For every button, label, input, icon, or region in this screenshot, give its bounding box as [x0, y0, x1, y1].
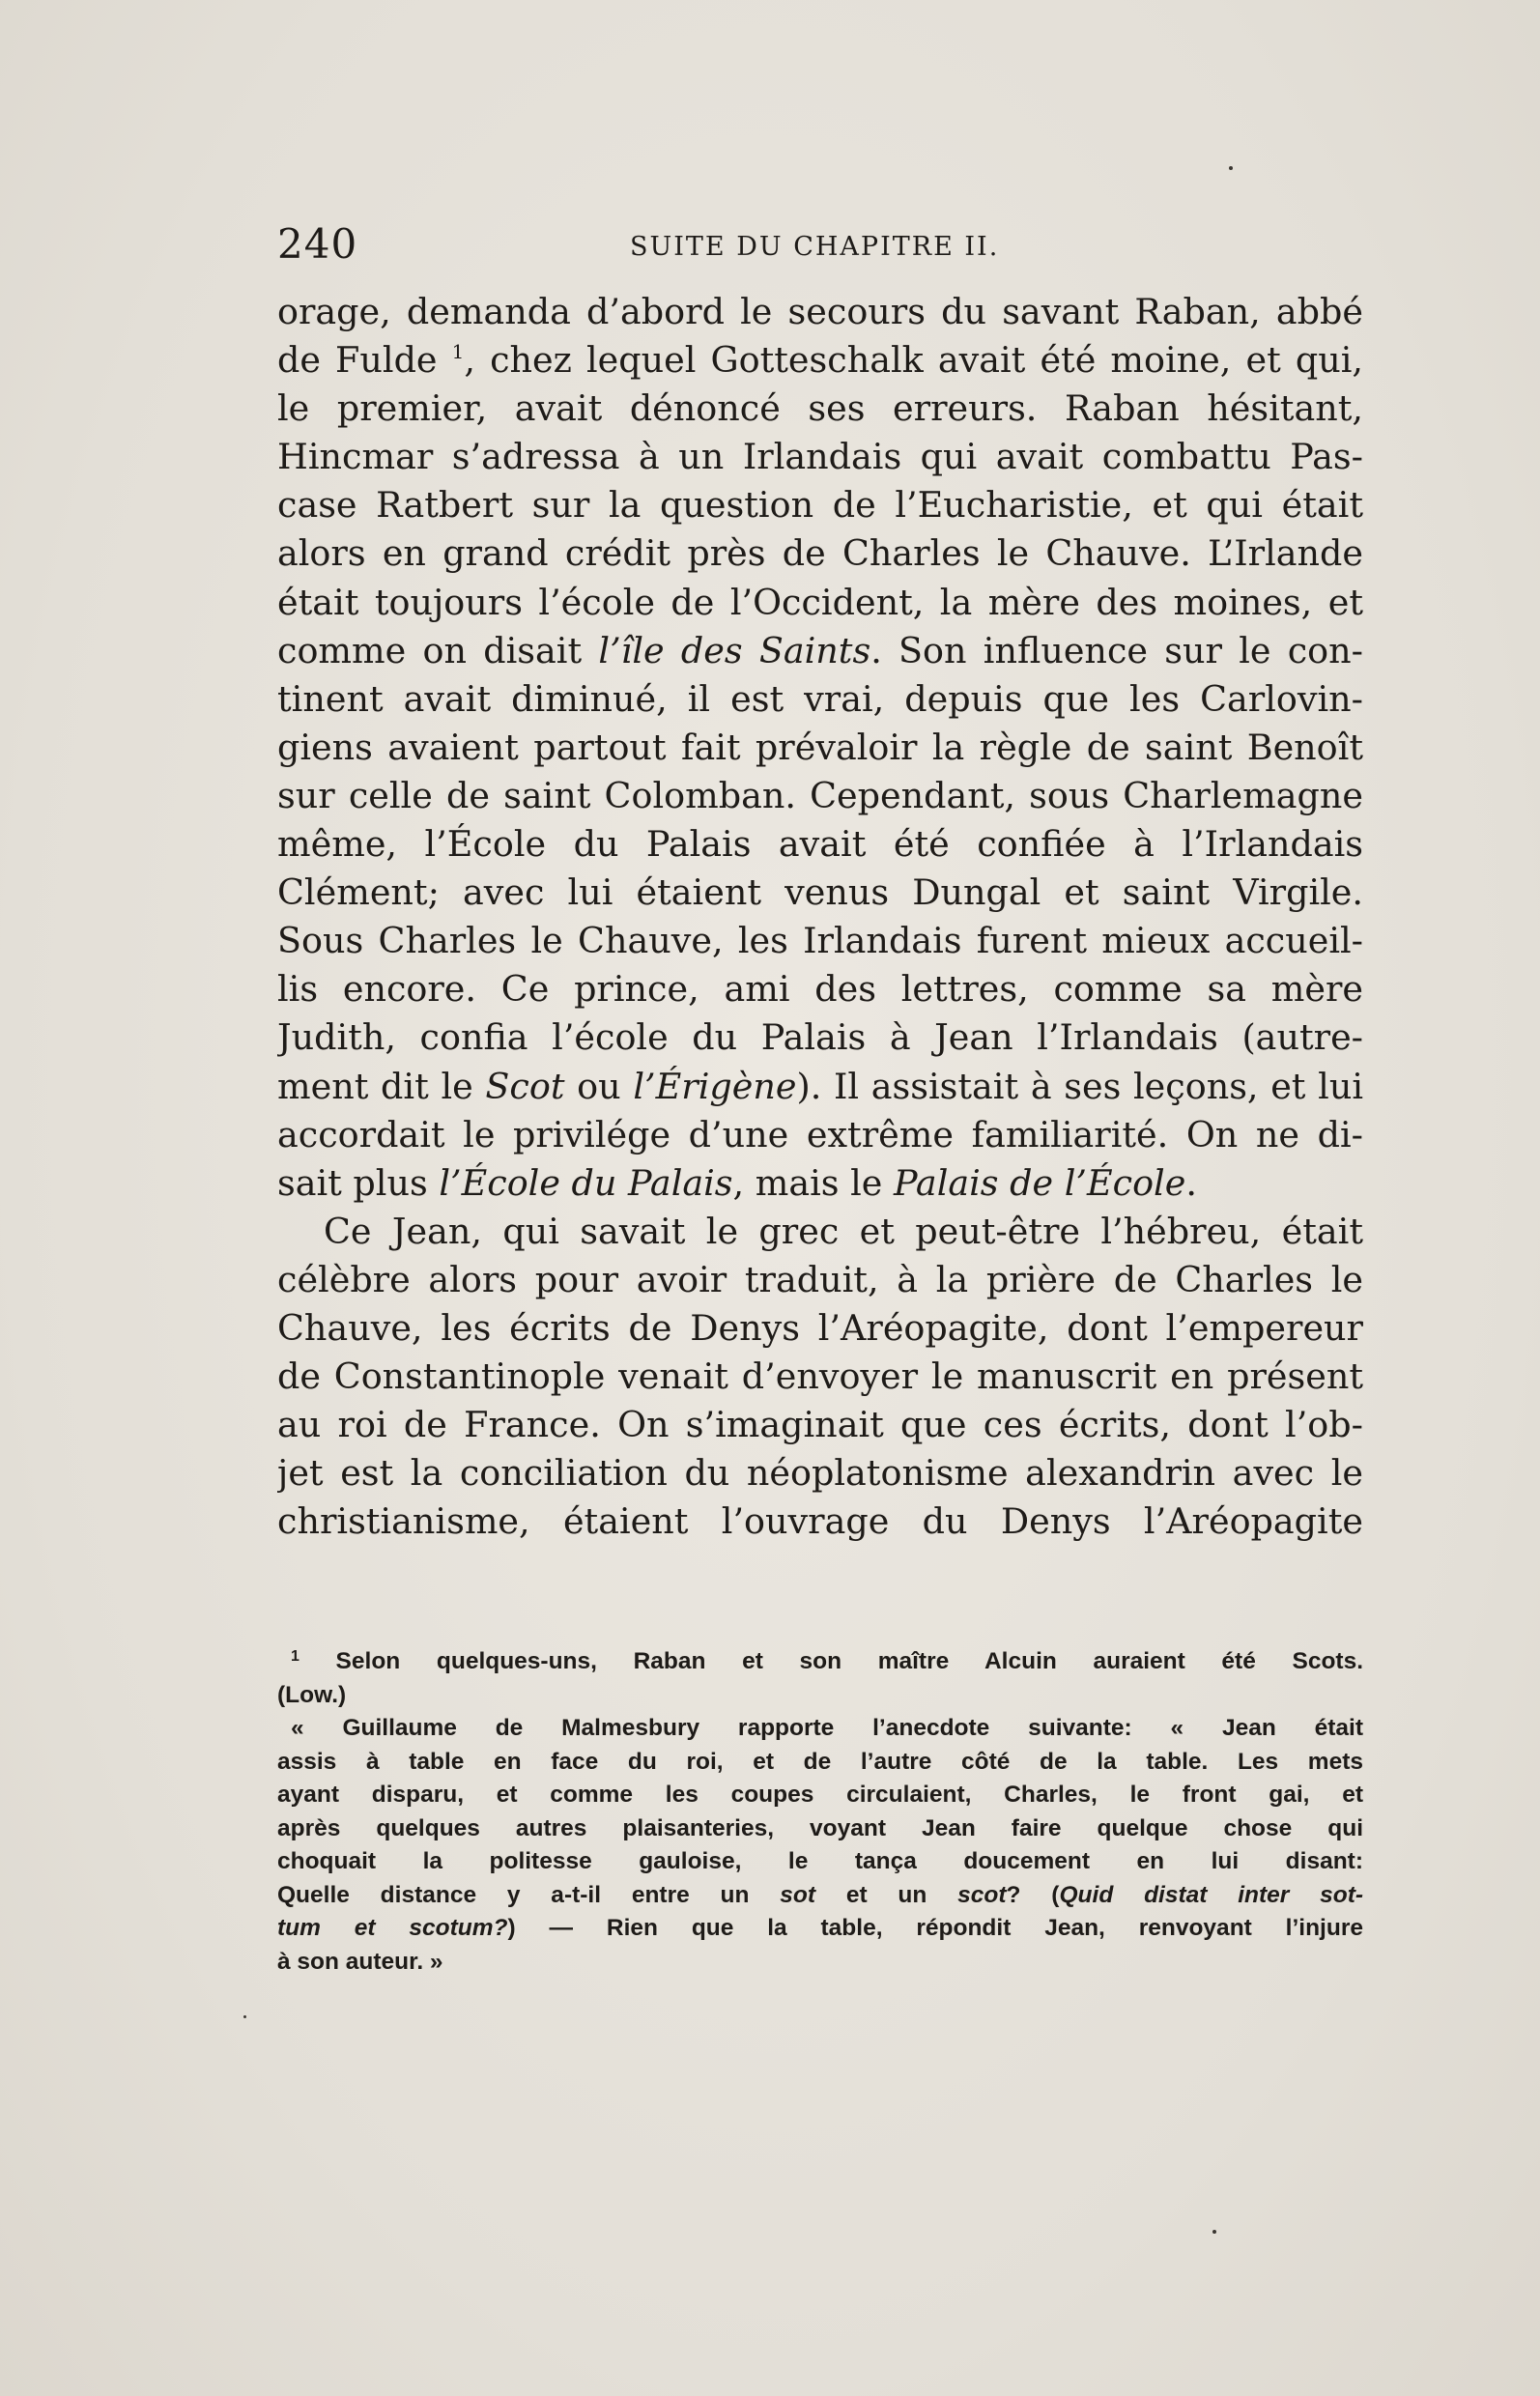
text-run: Selon quelques-uns, Raban et son maître Alcuin auraient été Scots. [299, 1648, 1363, 1674]
footnote-2-line: « Guillaume de Malmesbury rapporte l’anecdote suivante: « Jean était [291, 1715, 1363, 1741]
footnote-2-line: après quelques autres plaisanteries, voyant Jean faire quelque chose qui [277, 1814, 1363, 1841]
text-run: ou [564, 1065, 634, 1107]
footnote-1-line: (Low.) [277, 1681, 347, 1708]
text-run: , chez lequel Gotteschalk avait été moine, et qui, [464, 339, 1363, 382]
italic-run: Quid distat inter sot- [1059, 1881, 1363, 1908]
text-run: . Son influence sur le con- [870, 629, 1363, 671]
footnote-2-line: ayant disparu, et comme les coupes circulaient, Charles, le front gai, et [277, 1782, 1363, 1808]
text-line: sur celle de saint Colomban. Cependant, sous Charlemagne [277, 774, 1363, 816]
footnote-2-line: à son auteur. » [277, 1948, 443, 1975]
text-line: accordait le privilége d’une extrême familiarité. On ne di- [277, 1113, 1363, 1155]
text-run: ) — Rien que la table, répondit Jean, renvoyant l’injure [507, 1915, 1363, 1941]
speck [1212, 2230, 1216, 2234]
speck [243, 2015, 246, 2018]
footnote-2-line [277, 1912, 1363, 1946]
text-run: . [1185, 1161, 1197, 1204]
text-line: orage, demanda d’abord le secours du savant Raban, abbé [277, 291, 1363, 332]
text-line: Ce Jean, qui savait le grec et peut-être l’hébreu, était [324, 1210, 1363, 1252]
speck [1229, 166, 1233, 170]
text-run: et un [815, 1881, 958, 1908]
footnote-1-line [277, 1645, 1363, 1679]
text-line: de Constantinople venait d’envoyer le manuscrit en présent [277, 1355, 1363, 1398]
text-line: jet est la conciliation du néoplatonisme alexandrin avec le [277, 1452, 1363, 1495]
text-line [277, 336, 1363, 385]
footnotes [277, 1645, 1363, 1979]
italic-run: l’École du Palais [439, 1161, 733, 1204]
text-line [277, 1063, 1363, 1111]
italic-run: l’Érigène [633, 1065, 797, 1107]
text-line: Clément; avec lui étaient venus Dungal et saint Virgile. [277, 871, 1363, 914]
text-line: lis encore. Ce prince, ami des lettres, comme sa mère [277, 968, 1363, 1011]
italic-run: tum et scotum? [277, 1915, 508, 1941]
text-line: Sous Charles le Chauve, les Irlandais furent mieux accueil- [277, 920, 1363, 962]
italic-run: Palais de l’École [894, 1161, 1186, 1204]
running-head [277, 220, 1363, 278]
text-line: le premier, avait dénoncé ses erreurs. Raban hésitant, [277, 387, 1363, 430]
text-line: giens avaient partout fait prévaloir la règle de saint Benoît [277, 726, 1363, 768]
italic-run: Scot [485, 1065, 565, 1107]
italic-run: l’île des Saints [598, 629, 871, 671]
text-line: tinent avait diminué, il est vrai, depuis que les Carlovin- [277, 677, 1363, 720]
running-title: SUITE DU CHAPITRE II. [630, 232, 1000, 262]
text-run: sait plus [277, 1161, 440, 1204]
text-line: Judith, confia l’école du Palais à Jean l’Irlandais (autre- [277, 1016, 1363, 1059]
page-number: 240 [277, 220, 358, 268]
text-line: case Ratbert sur la question de l’Eucharistie, et qui était [277, 484, 1363, 527]
text-line: christianisme, étaient l’ouvrage du Denys l’Aréopagite [277, 1500, 1363, 1543]
text-line: au roi de France. On s’imaginait que ces écrits, dont l’ob- [277, 1404, 1363, 1446]
text-run: , mais le [732, 1161, 895, 1204]
text-run: Quelle distance y a-t-il entre un [277, 1881, 781, 1908]
footnote-2-line: choquait la politesse gauloise, le tança doucement en lui disant: [277, 1848, 1363, 1874]
text-line: Hincmar s’adressa à un Irlandais qui avait combattu Pas- [277, 436, 1363, 478]
footnote-marker: 1 [291, 1648, 299, 1665]
text-run: de Fulde [277, 339, 452, 382]
text-run: ? ( [1006, 1881, 1060, 1908]
italic-run: sot [780, 1881, 816, 1908]
text-run: comme on disait [277, 629, 599, 671]
footnote-2-line: assis à table en face du roi, et de l’autre côté de la table. Les mets [277, 1748, 1363, 1775]
text-line: Chauve, les écrits de Denys l’Aréopagite, dont l’empereur [277, 1306, 1363, 1349]
text-line: alors en grand crédit près de Charles le Chauve. L’Irlande [277, 532, 1363, 575]
text-line: même, l’École du Palais avait été confiée à l’Irlandais [277, 823, 1363, 866]
text-line: était toujours l’école de l’Occident, la mère des moines, et [277, 581, 1363, 623]
text-run: ). Il assistait à ses leçons, et lui [796, 1065, 1363, 1107]
italic-run: scot [957, 1881, 1007, 1908]
footnote-marker: 1 [451, 340, 465, 364]
text-run: ment dit le [277, 1065, 486, 1107]
text-line: célèbre alors pour avoir traduit, à la prière de Charles le [277, 1258, 1363, 1300]
footnote-2-line [277, 1879, 1363, 1913]
body-text [277, 288, 1363, 1546]
text-line [277, 627, 1363, 675]
text-line [277, 1159, 1363, 1208]
